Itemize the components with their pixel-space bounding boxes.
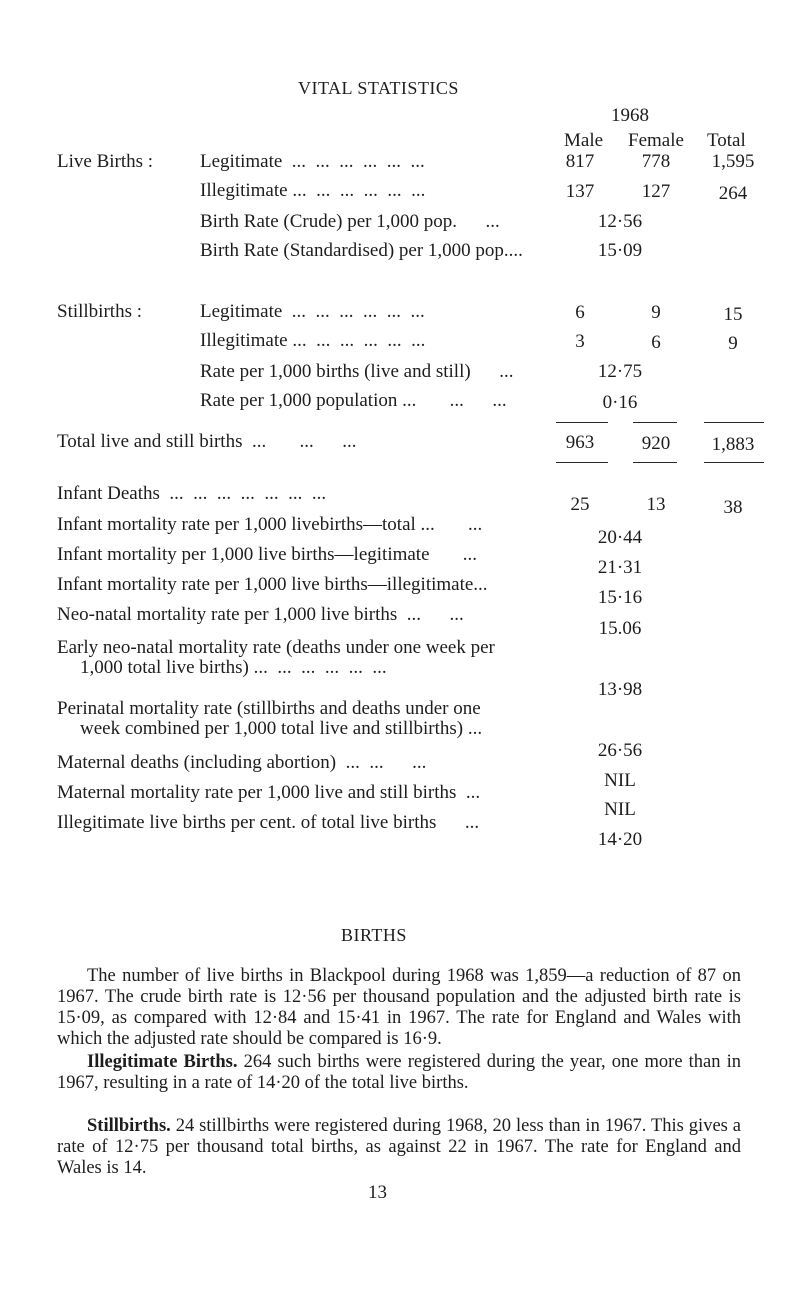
births-paragraph: The number of live births in Blackpool during 1968 was 1,859—a reduction of 87 on 1967. The crude birth rate is 12·56 per thousand population and the adjusted birth rate is 15·09, as compared with 12·84 and 15·41 in 1967. The rate for England and Wales with which the adjusted rate should be compared is 16·9. bbox=[57, 966, 741, 1049]
stat-value: NIL bbox=[604, 799, 636, 820]
stat-label: Maternal mortality rate per 1,000 live and still births ... bbox=[57, 782, 481, 803]
total-row-label: Total live and still births ... ... ... bbox=[57, 431, 357, 452]
stat-value: 14·20 bbox=[597, 829, 643, 850]
stillbirths-text: 24 stillbirths were registered during 1968, 20 less than in 1967. This gives a rate of 12·75 per thousand total births, as against 22 in 1967. The rate for England and Wales is 14. bbox=[57, 1116, 741, 1178]
stat-value: 13·98 bbox=[597, 679, 643, 700]
stat-value: 21·31 bbox=[597, 557, 643, 578]
total-value: 264 bbox=[718, 183, 748, 204]
total-value: 9 bbox=[728, 333, 738, 354]
male-value: 137 bbox=[565, 181, 595, 202]
row-label: Birth Rate (Standardised) per 1,000 pop.... bbox=[200, 240, 523, 261]
stat-label-line2: 1,000 total live births) ... ... ... ... ... ... bbox=[80, 657, 387, 678]
male-value: 3 bbox=[575, 331, 585, 352]
rate-value: 0·16 bbox=[602, 392, 638, 413]
male-total: 963 bbox=[565, 432, 595, 453]
stat-value: 20·44 bbox=[597, 527, 643, 548]
rate-value: 12·56 bbox=[597, 211, 643, 232]
stat-label: Illegitimate live births per cent. of total live births ... bbox=[57, 812, 480, 833]
row-label: Legitimate ... ... ... ... ... ... bbox=[200, 151, 425, 172]
year-header: 1968 bbox=[611, 105, 649, 126]
rule-female-top bbox=[633, 422, 677, 423]
male-value: 6 bbox=[575, 302, 585, 323]
page-title: VITAL STATISTICS bbox=[298, 78, 459, 98]
stat-label: Infant mortality rate per 1,000 livebirths—total ... ... bbox=[57, 514, 483, 535]
stat-label: Infant mortality per 1,000 live births—legitimate ... bbox=[57, 544, 478, 565]
stat-label-line1: Early neo-natal mortality rate (deaths under one week per bbox=[57, 637, 495, 658]
row-label: Legitimate ... ... ... ... ... ... bbox=[200, 301, 425, 322]
female-value: 6 bbox=[651, 332, 661, 353]
stat-label: Neo-natal mortality rate per 1,000 live births ... ... bbox=[57, 604, 464, 625]
row-label: Birth Rate (Crude) per 1,000 pop. ... bbox=[200, 211, 500, 232]
male-value: 817 bbox=[565, 151, 595, 172]
illegitimate-lead: Illegitimate Births. bbox=[87, 1052, 238, 1072]
rule-total-bottom bbox=[704, 462, 764, 463]
female-value: 127 bbox=[641, 181, 671, 202]
stat-value: 26·56 bbox=[597, 740, 643, 761]
illegitimate-text: 264 such births were registered during the year, one more than in 1967, resulting in a rate of 14·20 of the total live births. bbox=[57, 1052, 741, 1093]
stat-value: 15·16 bbox=[597, 587, 643, 608]
rule-male-top bbox=[556, 422, 608, 423]
rate-value: 15·09 bbox=[597, 240, 643, 261]
col-female-header: Female bbox=[628, 130, 684, 151]
grand-total: 1,883 bbox=[711, 434, 755, 455]
stillbirths-group-label: Stillbirths : bbox=[57, 301, 142, 322]
stillbirths-lead: Stillbirths. bbox=[87, 1116, 171, 1136]
births-heading: BIRTHS bbox=[341, 925, 407, 945]
stat-label: Infant mortality rate per 1,000 live births—illegitimate... bbox=[57, 574, 488, 595]
illegitimate-paragraph bbox=[57, 1052, 741, 1094]
page-number: 13 bbox=[368, 1182, 387, 1203]
infant-deaths-label: Infant Deaths ... ... ... ... ... ... ... bbox=[57, 483, 327, 504]
live-births-group-label: Live Births : bbox=[57, 151, 154, 172]
row-label: Rate per 1,000 population ... ... ... bbox=[200, 390, 507, 411]
infant-deaths-male: 25 bbox=[570, 494, 590, 515]
stat-label-line2: week combined per 1,000 total live and stillbirths) ... bbox=[80, 718, 483, 739]
infant-deaths-female: 13 bbox=[646, 494, 666, 515]
stat-value: NIL bbox=[604, 770, 636, 791]
rule-female-bottom bbox=[633, 462, 677, 463]
rule-total-top bbox=[704, 422, 764, 423]
female-value: 9 bbox=[651, 302, 661, 323]
rate-value: 12·75 bbox=[597, 361, 643, 382]
stat-label-line1: Perinatal mortality rate (stillbirths and deaths under one bbox=[57, 698, 481, 719]
row-label: Rate per 1,000 births (live and still) ... bbox=[200, 361, 514, 382]
infant-deaths-total: 38 bbox=[723, 497, 743, 518]
stillbirths-paragraph bbox=[57, 1116, 741, 1179]
row-label: Illegitimate ... ... ... ... ... ... bbox=[200, 180, 426, 201]
female-total: 920 bbox=[641, 433, 671, 454]
stat-label: Maternal deaths (including abortion) ... ... ... bbox=[57, 752, 427, 773]
total-value: 1,595 bbox=[711, 151, 755, 172]
total-value: 15 bbox=[723, 304, 743, 325]
col-total-header: Total bbox=[707, 130, 746, 151]
row-label: Illegitimate ... ... ... ... ... ... bbox=[200, 330, 426, 351]
col-male-header: Male bbox=[564, 130, 604, 151]
rule-male-bottom bbox=[556, 462, 608, 463]
stat-value: 15.06 bbox=[598, 618, 642, 639]
female-value: 778 bbox=[641, 151, 671, 172]
